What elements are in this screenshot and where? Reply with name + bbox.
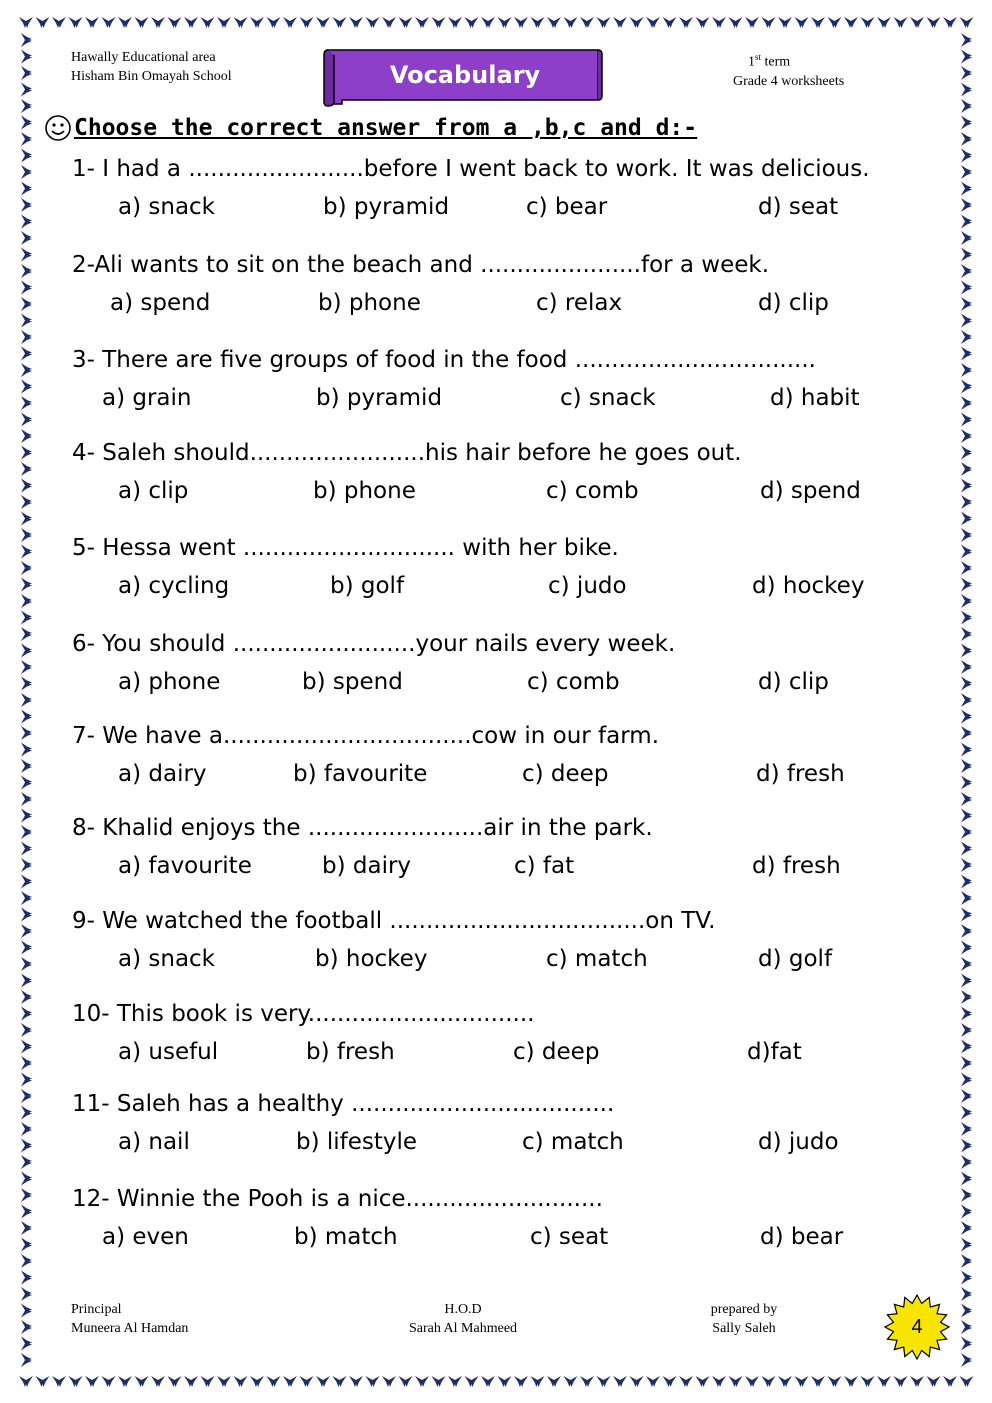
answer-option: c) match (522, 1129, 624, 1155)
answer-option: b) pyramid (323, 194, 450, 220)
question-text: 6- You should .........................your nails every week. (72, 631, 676, 657)
answer-option: b) dairy (322, 853, 412, 879)
answer-option: d) hockey (752, 573, 865, 599)
smiley-icon (44, 114, 72, 142)
instruction-text: Choose the correct answer from a ,b,c and d:- (74, 115, 698, 141)
question-text: 1- I had a ........................before I went back to work. It was delicious. (72, 156, 870, 182)
answer-option: a) snack (118, 946, 215, 972)
answer-option: c) comb (527, 669, 620, 695)
answer-option: b) lifestyle (296, 1129, 418, 1155)
answer-option: b) phone (318, 290, 421, 316)
answer-option: c) deep (522, 761, 609, 787)
question-text: 5- Hessa went ............................. with her bike. (72, 535, 619, 561)
question-text: 10- This book is very............................... (72, 1001, 535, 1027)
answer-option: a) clip (118, 478, 189, 504)
answer-option: c) match (546, 946, 648, 972)
hod-name: Sarah Al Mahmeed (408, 1321, 518, 1336)
instruction-row (44, 114, 697, 142)
school-name: Hisham Bin Omayah School (71, 69, 232, 84)
answer-option: b) golf (330, 573, 405, 599)
answer-option: a) useful (118, 1039, 219, 1065)
answer-option: d)fat (747, 1039, 802, 1065)
question-text: 2-Ali wants to sit on the beach and ......................for a week. (72, 252, 770, 278)
footer-prepared (702, 1300, 786, 1338)
answer-option: b) fresh (306, 1039, 395, 1065)
answer-option: a) snack (118, 194, 215, 220)
answer-option: b) match (294, 1224, 398, 1250)
answer-option: b) pyramid (316, 385, 443, 411)
educational-area: Hawally Educational area (71, 50, 216, 65)
question-text: 12- Winnie the Pooh is a nice........................... (72, 1186, 603, 1212)
footer-hod (398, 1300, 528, 1338)
answer-option: c) seat (530, 1224, 609, 1250)
answer-option: d) seat (758, 194, 839, 220)
principal-name: Muneera Al Hamdan (71, 1321, 189, 1336)
page-number: 4 (911, 1315, 923, 1338)
answer-option: a) nail (118, 1129, 190, 1155)
answer-option: b) favourite (293, 761, 428, 787)
principal-title: Principal (71, 1302, 122, 1317)
footer-principal (71, 1300, 188, 1338)
answer-option: a) favourite (118, 853, 252, 879)
question-text: 7- We have a..................................cow in our farm. (72, 723, 660, 749)
answer-option: d) judo (758, 1129, 839, 1155)
prepared-name: Sally Saleh (712, 1321, 776, 1336)
answer-option: d) clip (758, 669, 829, 695)
answer-option: a) dairy (118, 761, 207, 787)
answer-option: d) spend (760, 478, 861, 504)
header-right (733, 48, 844, 91)
answer-option: d) golf (758, 946, 833, 972)
answer-option: c) snack (560, 385, 656, 411)
answer-option: b) spend (302, 669, 403, 695)
question-text: 4- Saleh should........................his hair before he goes out. (72, 440, 742, 466)
question-text: 8- Khalid enjoys the ........................air in the park. (72, 815, 653, 841)
answer-option: a) phone (118, 669, 221, 695)
answer-option: c) deep (513, 1039, 600, 1065)
answer-option: d) bear (760, 1224, 844, 1250)
answer-option: d) fresh (752, 853, 841, 879)
banner-title: Vocabulary (389, 61, 541, 89)
term-suffix: st (755, 52, 762, 62)
answer-option: c) comb (546, 478, 639, 504)
answer-option: a) even (102, 1224, 189, 1250)
answer-option: d) fresh (756, 761, 845, 787)
answer-option: d) clip (758, 290, 829, 316)
term-word: term (761, 54, 791, 70)
answer-option: a) grain (102, 385, 192, 411)
answer-option: c) judo (548, 573, 627, 599)
answer-option: d) habit (770, 385, 860, 411)
answer-option: b) hockey (315, 946, 428, 972)
header-left (71, 48, 232, 86)
question-text: 11- Saleh has a healthy .................................... (72, 1091, 615, 1117)
answer-option: c) bear (526, 194, 608, 220)
answer-option: c) relax (536, 290, 623, 316)
answer-option: a) spend (110, 290, 211, 316)
question-text: 3- There are five groups of food in the food ................................. (72, 347, 816, 373)
question-text: 9- We watched the football ...................................on TV. (72, 908, 716, 934)
grade-label: Grade 4 worksheets (733, 73, 845, 89)
answer-option: a) cycling (118, 573, 230, 599)
prepared-title: prepared by (710, 1302, 778, 1317)
hod-title: H.O.D (444, 1302, 482, 1317)
answer-option: b) phone (313, 478, 416, 504)
term-number: 1 (748, 54, 755, 70)
answer-option: c) fat (514, 853, 575, 879)
term-label (733, 48, 844, 72)
